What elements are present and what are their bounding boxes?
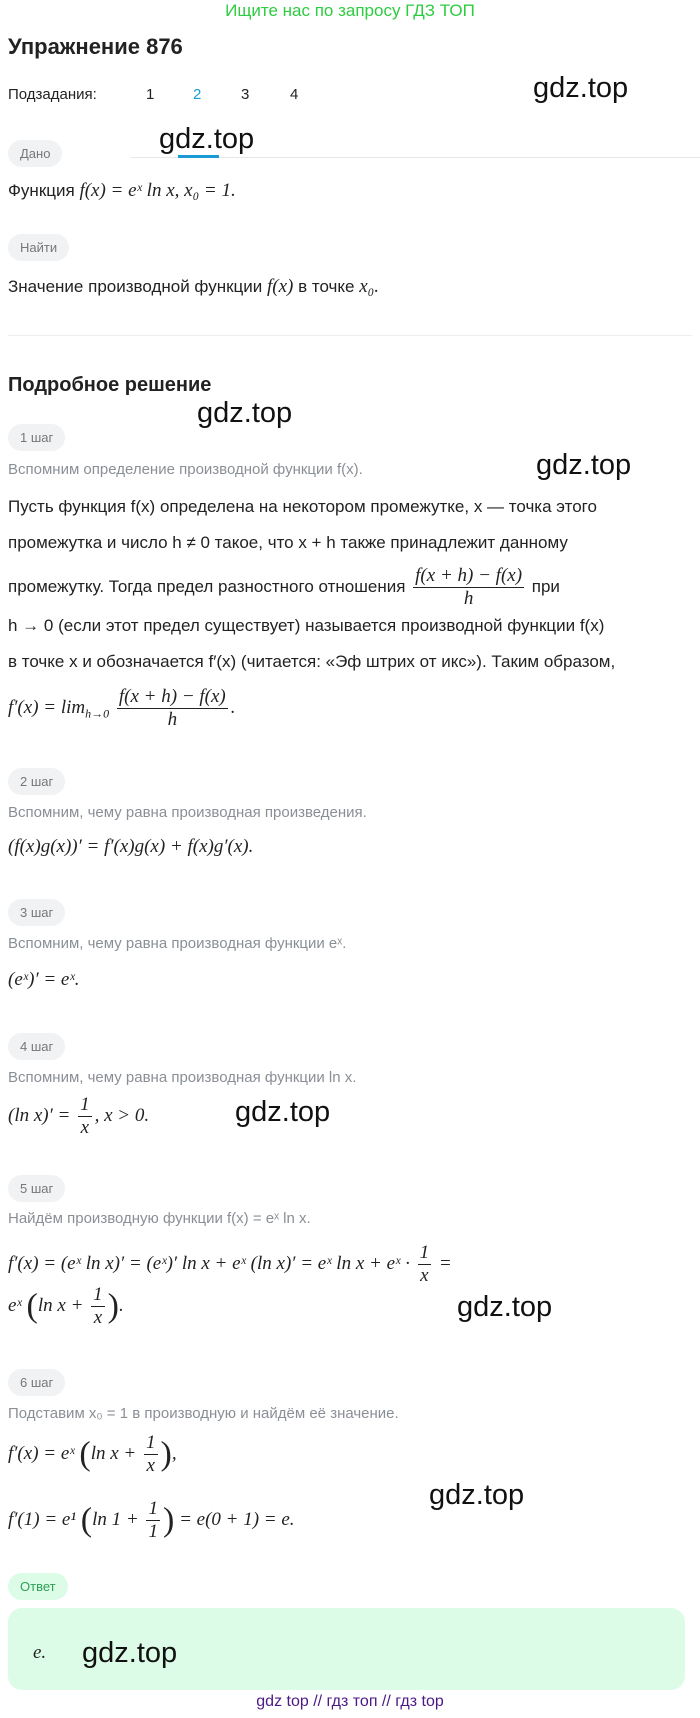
numerator: 1 (93, 1284, 103, 1305)
watermark: gdz.top (159, 123, 255, 155)
step-1-line-3-end: при (531, 576, 560, 596)
given-badge: Дано (8, 140, 62, 167)
limit-subscript: h→0 (85, 706, 110, 721)
find-text-2: в точке (298, 277, 355, 296)
step-1-badge: 1 шаг (8, 424, 65, 451)
footer-links[interactable]: gdz top // гдз топ // гдз top (256, 1693, 444, 1710)
line-2-text: f′(1) = e¹ (8, 1508, 77, 1530)
one-over-one (146, 1498, 160, 1543)
find-text (8, 276, 379, 298)
answer-value: e. (33, 1642, 47, 1663)
step-2-hint: Вспомним, чему равна производная произведения. (8, 804, 367, 821)
section-divider (8, 335, 692, 336)
step-6-hint: Подставим x₀ = 1 в производную и найдём её значение. (8, 1405, 399, 1422)
paren: ( (79, 1435, 91, 1473)
step-2-badge: 2 шаг (8, 768, 65, 795)
paren: ( (26, 1287, 38, 1325)
step-1-hint: Вспомним определение производной функции f(x). (8, 461, 363, 478)
find-math-2: x₀. (359, 276, 380, 297)
one-over-x (91, 1284, 105, 1329)
fraction-numerator: f(x + h) − f(x) (415, 565, 523, 586)
step-6-badge: 6 шаг (8, 1369, 65, 1396)
paren: ) (107, 1287, 119, 1325)
line-2-inner: ln x + (37, 1294, 84, 1316)
numerator: 1 (146, 1432, 156, 1453)
watermark: gdz.top (197, 397, 293, 429)
answer-badge: Ответ (8, 1573, 68, 1600)
denominator: x (93, 1307, 103, 1328)
step-4-formula (8, 1094, 149, 1139)
given-formula: f(x) = eˣ ln x, x₀ = 1. (79, 180, 236, 201)
formula-right: , x > 0. (94, 1104, 150, 1126)
page-title: Упражнение 876 (8, 34, 183, 59)
line-2-inner: ln 1 + (92, 1508, 139, 1530)
paren: ) (162, 1501, 175, 1539)
fraction-denominator: h (167, 709, 178, 730)
step-5-line-2: eˣ (ln x + $\frac{1}{x}$ ). (8, 1284, 124, 1328)
step-3-hint: Вспомним, чему равна производная функции eˣ. (8, 935, 347, 952)
step-1-line-4: h → 0 (если этот предел существует) называется производной функции f(x) (8, 616, 605, 635)
step-4-badge: 4 шаг (8, 1033, 65, 1060)
one-over-x (144, 1432, 158, 1477)
one-over-x (418, 1242, 432, 1287)
find-text-1: Значение производной функции (8, 277, 263, 296)
denominator: x (146, 1455, 155, 1476)
paren: ( (80, 1501, 93, 1539)
one-over-x (78, 1094, 92, 1139)
step-2-formula: (f(x)g(x))′ = f′(x)g(x) + f(x)g′(x). (8, 836, 254, 857)
watermark: gdz.top (533, 72, 629, 104)
step-5-line-1: f′(x) = (eˣ ln x)′ = (eˣ)′ ln x + eˣ (ln x)′ = eˣ ln x + eˣ · $\frac{1}{x}$ = (8, 1242, 452, 1286)
step-6-line-2 (8, 1498, 295, 1543)
watermark: gdz.top (429, 1479, 525, 1511)
line-2-result: = e(0 + 1) = e. (179, 1508, 295, 1530)
step-3-formula: (eˣ)′ = eˣ. (8, 969, 80, 990)
step-1-line-2: промежутка и число h ≠ 0 такое, что x + h также принадлежит данному (8, 533, 568, 552)
solution-title: Подробное решение (8, 374, 212, 396)
fraction-denominator: h (463, 588, 474, 609)
step-5-hint: Найдём производную функции f(x) = eˣ ln x. (8, 1210, 311, 1227)
step-1-line-3 (8, 565, 560, 610)
line-1-text: f′(x) = eˣ (8, 1442, 75, 1464)
fraction-numerator: f(x + h) − f(x) (118, 686, 226, 707)
line-1-inner: ln x + (90, 1442, 137, 1464)
limit-fraction (117, 686, 228, 731)
subtasks-label: Подзадания: (8, 86, 97, 103)
find-badge: Найти (8, 234, 69, 261)
denominator: x (80, 1117, 90, 1138)
step-3-badge: 3 шаг (8, 899, 65, 926)
step-1-line-1: Пусть функция f(x) определена на некотором промежутке, x — точка этого (8, 497, 597, 516)
denominator: x (420, 1265, 429, 1286)
given-label: Функция (8, 181, 75, 200)
watermark: gdz.top (82, 1637, 178, 1669)
difference-quotient (413, 565, 524, 610)
given-text (8, 180, 236, 202)
step-6-line-1: f′(x) = eˣ (ln x + $\frac{1}{x}$ ), (8, 1432, 177, 1476)
tab-subtask-1[interactable]: 1 (146, 86, 155, 103)
watermark: gdz.top (235, 1096, 331, 1128)
tab-subtask-4[interactable]: 4 (290, 86, 299, 103)
step-4-hint: Вспомним, чему равна производная функции ln x. (8, 1069, 357, 1086)
paren: ) (160, 1435, 172, 1473)
numerator: 1 (419, 1242, 430, 1263)
formula-left: (ln x)′ = (8, 1104, 71, 1126)
line-2-text: eˣ (8, 1294, 22, 1316)
watermark: gdz.top (536, 449, 632, 481)
step-1-line-3-text: промежутку. Тогда предел разностного отношения (8, 576, 406, 596)
derivative-definition: $f'(x) = \lim_{h\to 0}$ $\frac{f(x + h) - f(x)}{h}$ . (8, 686, 236, 730)
find-math-1: f(x) (267, 276, 294, 297)
line-1-text: f′(x) = (eˣ ln x)′ = (eˣ)′ ln x + eˣ (ln x)′ = eˣ ln x + eˣ · (8, 1252, 410, 1274)
numerator: 1 (148, 1498, 158, 1519)
step-1-line-5: в точке x и обозначается f′(x) (читается: «Эф штрих от икс»). Таким образом, (8, 652, 616, 671)
search-banner: Ищите нас по запросу ГДЗ ТОП (225, 1, 475, 20)
tab-subtask-3[interactable]: 3 (241, 86, 250, 103)
step-5-badge: 5 шаг (8, 1175, 65, 1202)
denominator: 1 (148, 1521, 158, 1542)
tab-subtask-2[interactable]: 2 (193, 86, 202, 103)
limit-text: f′(x) = lim (8, 696, 86, 718)
watermark: gdz.top (457, 1291, 553, 1323)
numerator: 1 (80, 1094, 90, 1115)
